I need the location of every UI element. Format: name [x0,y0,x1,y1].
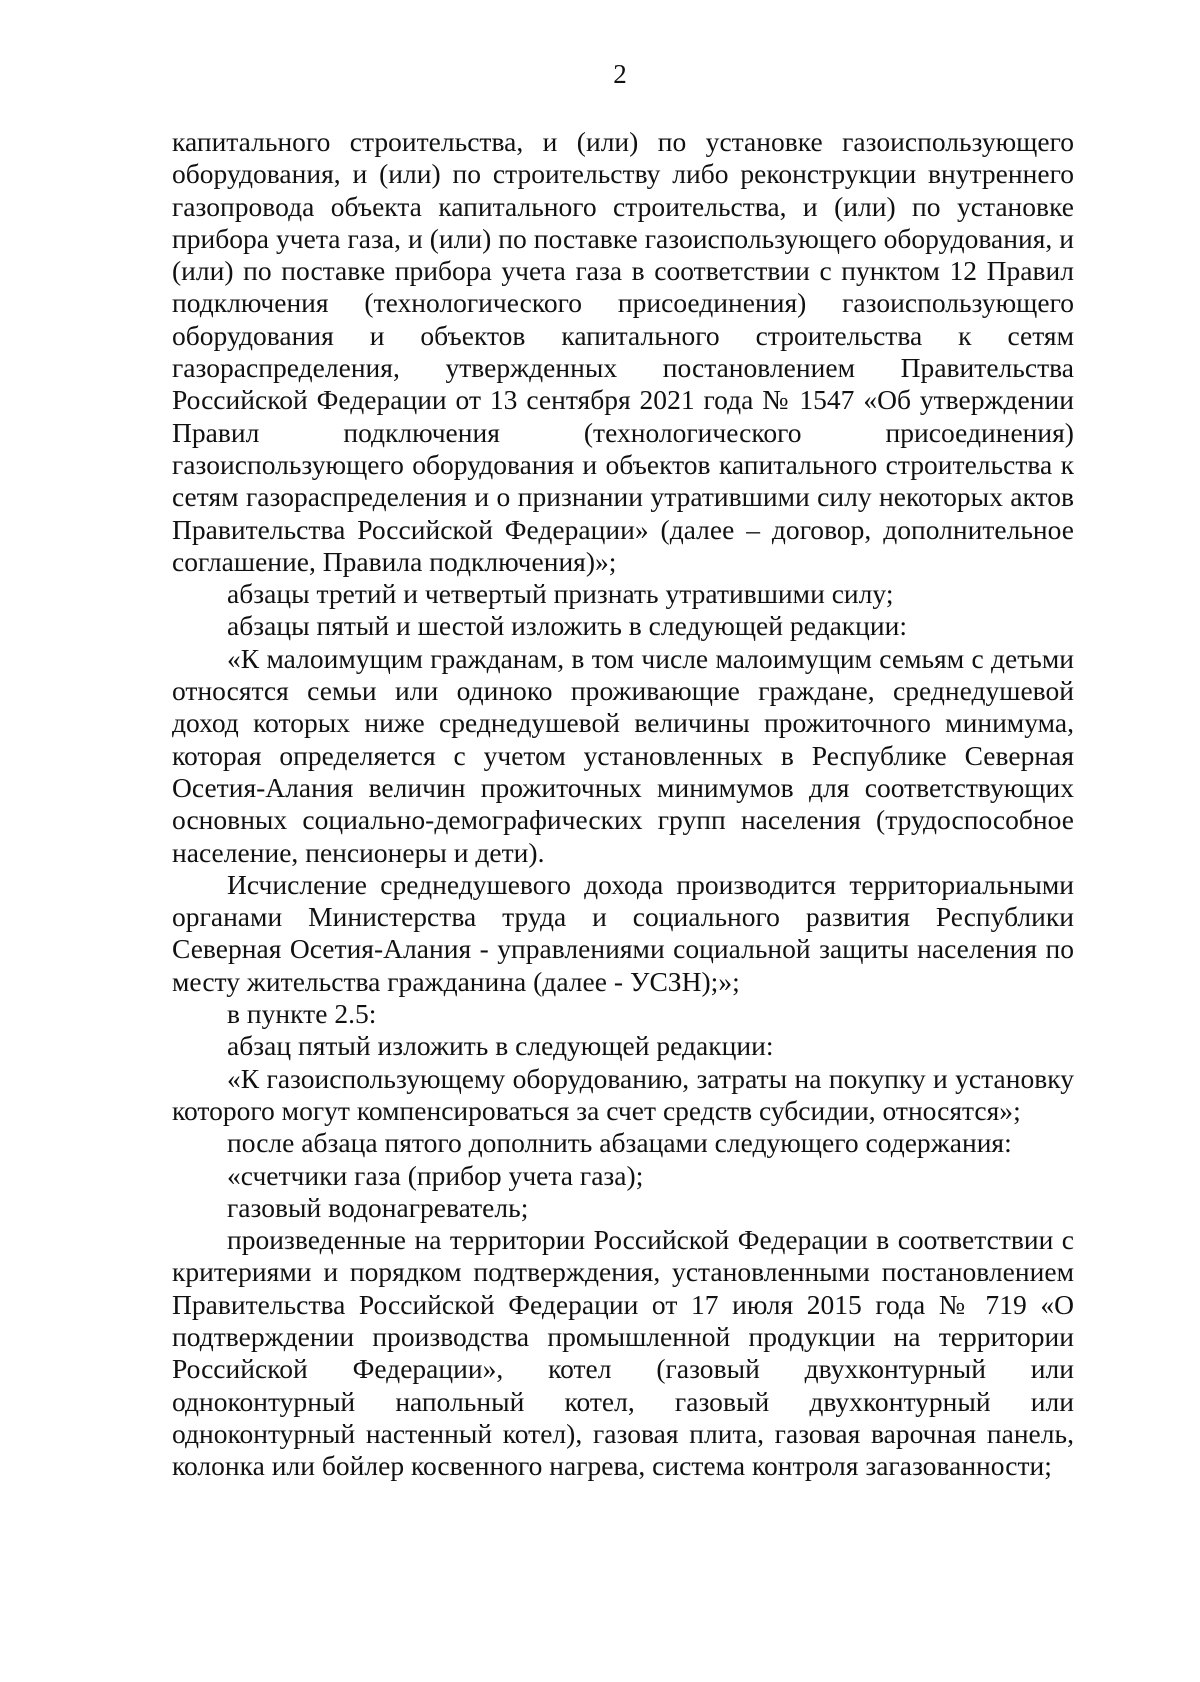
page-number: 2 [613,59,627,89]
paragraph: абзацы пятый и шестой изложить в следующей редакции: [227,610,908,642]
paragraph: «К газоиспользующему оборудованию, затраты на покупку и установку которого могут компенсироваться за счет средств субсидии, относятся»; [172,1062,1074,1126]
paragraph: Исчисление среднедушевого дохода производится территориальными органами Министерства труда и социального развития Республики Северная Осетия-Алания - управлениями социальной защиты населения по месту жительства гражданина (далее - УСЗН);»; [172,868,1074,997]
paragraph: абзац пятый изложить в следующей редакции: [227,1030,774,1062]
paragraph: произведенные на территории Российской Федерации в соответствии с критериями и порядком подтверждения, установленными постановлением Правительства Российской Федерации от 17 июля 2015 года № 719 «О подтверждении производства промышленной продукции на территории Российской Федерации», котел (газовый двухконтурный или одноконтурный напольный котел, газовый двухконтурный или одноконтурный настенный котел), газовая плита, газовая варочная панель, колонка или бойлер косвенного нагрева, система контроля загазованности; [172,1224,1074,1482]
paragraph: газовый водонагреватель; [227,1191,529,1223]
paragraph: «К малоимущим гражданам, в том числе малоимущим семьям с детьми относятся семьи или одиноко проживающие граждане, среднедушевой доход которых ниже среднедушевой величины прожиточного минимума, которая определяется с учетом установленных в Республике Северная Осетия-Алания величин прожиточных минимумов для соответствующих основных социально-демографических групп населения (трудоспособное население, пенсионеры и дети). [172,642,1074,868]
paragraph: после абзаца пятого дополнить абзацами следующего содержания: [227,1127,1012,1159]
paragraph: «счетчики газа (прибор учета газа); [227,1159,644,1191]
document-body [172,126,1074,1482]
paragraph-continuation: капитального строительства, и (или) по установке газоиспользующего оборудования, и (или) по строительству либо реконструкции внутреннего газопровода объекта капитального строительства, и (или) по установке прибора учета газа, и (или) по поставке газоиспользующего оборудования, и (или) по поставке прибора учета газа в соответствии с пунктом 12 Правил подключения (технологического присоединения) газоиспользующего оборудования и объектов капитального строительства к сетям газораспределения, утвержденных постановлением Правительства Российской Федерации от 13 сентября 2021 года № 1547 «Об утверждении Правил подключения (технологического присоединения) газоиспользующего оборудования и объектов капитального строительства к сетям газораспределения и о признании утратившими силу некоторых актов Правительства Российской Федерации» (далее – договор, дополнительное соглашение, Правила подключения)»; [172,126,1074,577]
paragraph: в пункте 2.5: [227,998,377,1030]
paragraph: абзацы третий и четвертый признать утратившими силу; [227,578,894,610]
